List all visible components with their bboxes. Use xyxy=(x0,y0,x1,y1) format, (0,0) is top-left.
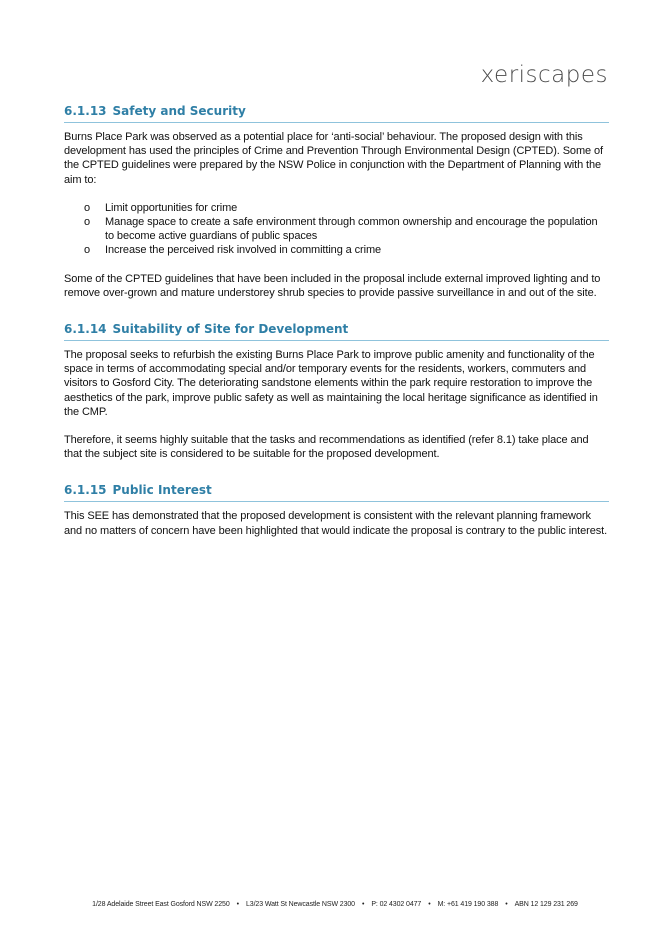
section-title: Suitability of Site for Development xyxy=(112,322,349,337)
list-item xyxy=(64,215,609,243)
bullet-icon: o xyxy=(84,244,91,257)
bullet-icon: o xyxy=(84,201,91,214)
section-public-interest xyxy=(64,483,609,537)
footer-address-newcastle: L3/23 Watt St Newcastle NSW 2300 xyxy=(245,901,355,908)
company-logo: xeriscapes xyxy=(480,62,608,88)
footer-separator: • xyxy=(361,901,365,908)
footer-separator: • xyxy=(236,901,239,908)
section-heading xyxy=(64,483,609,502)
list-item-text: Limit opportunities for crime xyxy=(105,201,238,214)
list-item-text: Increase the perceived risk involved in committing a crime xyxy=(105,244,382,257)
section-suitability-of-site xyxy=(64,322,609,461)
list-item xyxy=(64,201,609,215)
section-number: 6.1.14 xyxy=(64,322,107,337)
section-heading xyxy=(64,104,609,123)
footer-phone: P: 02 4302 0477 xyxy=(371,901,422,908)
paragraph: This SEE has demonstrated that the proposed development is consistent with the relevant planning framework and no matters of concern have been highlighted that would indicate the proposal is contrary to the public interest. xyxy=(64,510,608,537)
bullet-list xyxy=(64,201,609,258)
list-item-text: Manage space to create a safe environment through common ownership and encourage the population to become active guardians of public spaces xyxy=(105,216,598,243)
bullet-icon: o xyxy=(84,216,91,229)
section-title: Safety and Security xyxy=(112,104,246,118)
section-heading xyxy=(64,322,609,341)
paragraph: Therefore, it seems highly suitable that the tasks and recommendations as identified (refer 8.1) take place and that the subject site is considered to be suitable for the proposed development. xyxy=(64,434,589,461)
page-footer xyxy=(0,901,670,908)
document-body xyxy=(64,104,609,560)
footer-abn: ABN 12 129 231 269 xyxy=(514,901,578,908)
footer-mobile: M: +61 419 190 388 xyxy=(437,901,499,908)
list-item xyxy=(64,243,609,257)
footer-separator: • xyxy=(428,901,431,908)
section-title: Public Interest xyxy=(112,483,212,498)
paragraph: The proposal seeks to refurbish the existing Burns Place Park to improve public amenity and functionality of the space in terms of accommodating special and/or temporary events for the residents, workers, commuters and visitors to Gosford City. The deteriorating sandstone elements within the park require restoration to improve the aesthetics of the park, improve public safety as well as maintaining the local heritage significance as identified in the CMP. xyxy=(64,349,598,418)
section-number: 6.1.15 xyxy=(64,483,107,498)
paragraph: Some of the CPTED guidelines that have been included in the proposal include external improved lighting and to remove over-grown and mature understorey shrub species to provide passive surveillance in and out of the site. xyxy=(64,272,601,299)
footer-address-gosford: 1/28 Adelaide Street East Gosford NSW 2250 xyxy=(92,901,230,908)
section-number: 6.1.13 xyxy=(64,104,107,118)
paragraph: Burns Place Park was observed as a potential place for ‘anti-social’ behaviour. The proposed design with this development has used the principles of Crime and Prevention Through Environmental Design (CPTED). Some of the CPTED guidelines were prepared by the NSW Police in conjunction with the Department of Planning with the aim to: xyxy=(64,131,603,186)
footer-separator: • xyxy=(505,901,508,908)
section-safety-security xyxy=(64,104,609,300)
